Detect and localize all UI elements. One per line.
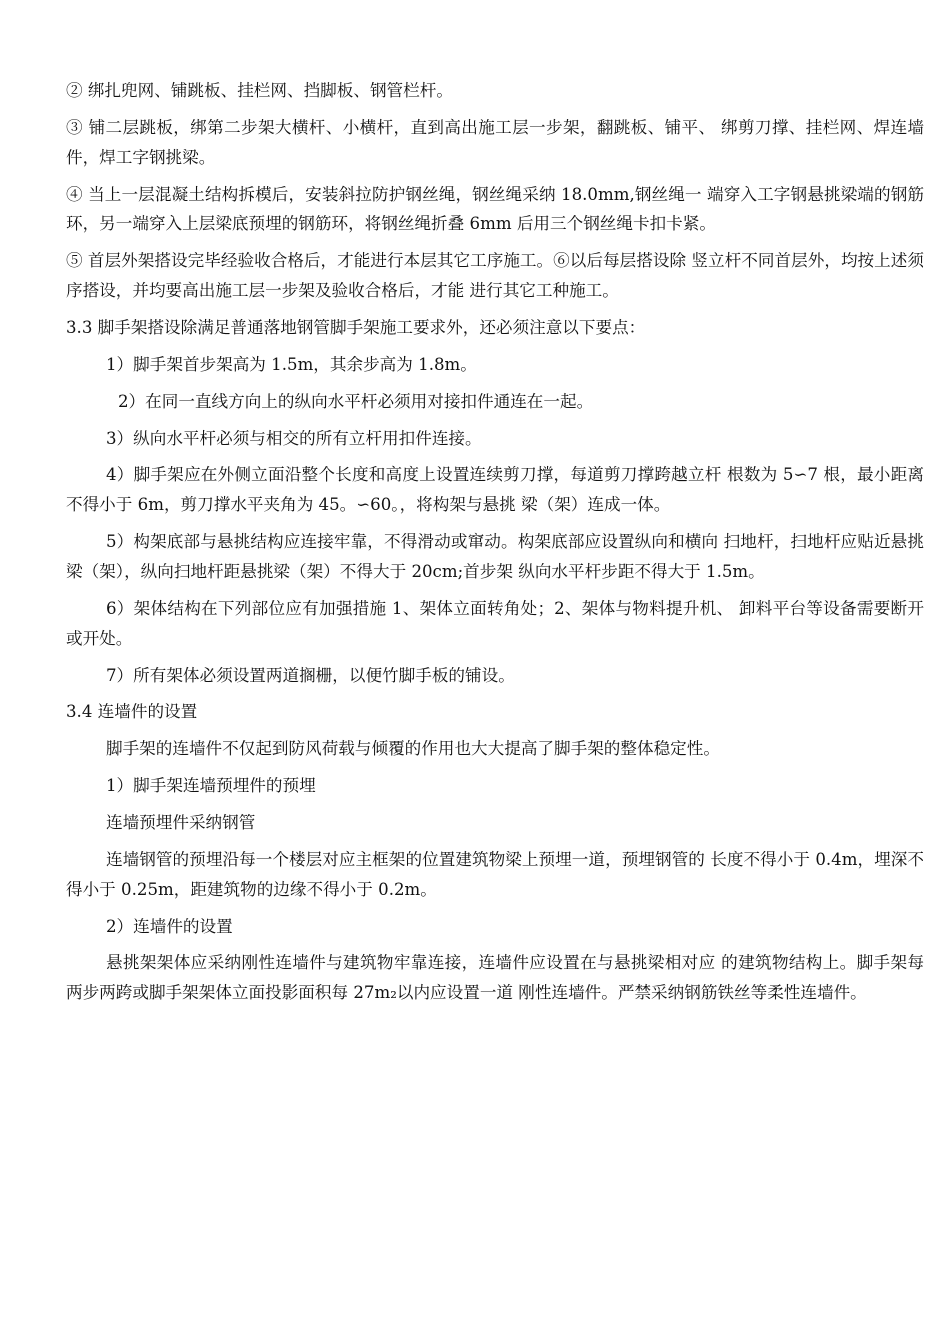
section-3-4-heading: 3.4 连墙件的设置 bbox=[66, 702, 198, 722]
point-7-paragraph: 7）所有架体必须设置两道搁栅，以便竹脚手板的铺设。 bbox=[106, 665, 515, 685]
step-2-paragraph: ② 绑扎兜网、铺跳板、挂栏网、挡脚板、钢管栏杆。 bbox=[66, 81, 453, 100]
point-4-paragraph: 4）脚手架应在外侧立面沿整个长度和高度上设置连续剪刀撑，每道剪刀撑跨越立杆 根数为 5∽7 根，最小距离不得小于 6m，剪刀撑水平夹角为 45。∽60。，将构架与悬挑 梁（架）连成一体。 bbox=[66, 465, 924, 515]
point-1-paragraph: 1）脚手架首步架高为 1.5m，其余步高为 1.8m。 bbox=[106, 354, 477, 374]
wall-tie-intro-paragraph: 脚手架的连墙件不仅起到防风荷载与倾覆的作用也大大提高了脚手架的整体稳定性。 bbox=[106, 739, 720, 759]
point-2-paragraph: 2）在同一直线方向上的纵向水平杆必须用对接扣件通连在一起。 bbox=[118, 391, 594, 411]
step-5-6-paragraph: ⑤ 首层外架搭设完毕经验收合格后，才能进行本层其它工序施工。⑥以后每层搭设除 竖立杆不同首层外，均按上述须序搭设，并均要高出施工层一步架及验收合格后，才能 进行其它工种施工。 bbox=[66, 251, 924, 301]
point-3-paragraph: 3）纵向水平杆必须与相交的所有立杆用扣件连接。 bbox=[106, 428, 482, 448]
embedded-pipe-paragraph: 连墙钢管的预埋沿每一个楼层对应主框架的位置建筑物梁上预埋一道，预埋钢管的 长度不得小于 0.4m，埋深不得小于 0.25m，距建筑物的边缘不得小于 0.2m。 bbox=[66, 849, 924, 899]
section-3-3-heading: 3.3 脚手架搭设除满足普通落地钢管脚手架施工要求外，还必须注意以下要点： bbox=[66, 318, 646, 338]
point-5-paragraph: 5）构架底部与悬挑结构应连接牢靠，不得滑动或窜动。构架底部应设置纵向和横向 扫地杆，扫地杆应贴近悬挑梁（架），纵向扫地杆距悬挑梁（架）不得大于 20cm;首步架 纵向水平杆步距不得大于 1.5m。 bbox=[66, 532, 924, 582]
point-6-paragraph: 6）架体结构在下列部位应有加强措施 1、架体立面转角处；2、架体与物料提升机、 卸料平台等设备需要断开或开处。 bbox=[66, 598, 924, 648]
subheading-embedded-parts: 1）脚手架连墙预埋件的预埋 bbox=[106, 776, 316, 796]
step-3-paragraph: ③ 铺二层跳板，绑第二步架大横杆、小横杆，直到高出施工层一步架，翻跳板、铺平、 绑剪刀撑、挂栏网、焊连墙件，焊工字钢挑梁。 bbox=[66, 117, 924, 167]
embedded-material-paragraph: 连墙预埋件采纳钢管 bbox=[106, 813, 256, 833]
subheading-wall-tie-setting: 2）连墙件的设置 bbox=[106, 916, 233, 936]
step-4-paragraph: ④ 当上一层混凝土结构拆模后，安装斜拉防护钢丝绳，钢丝绳采纳 18.0mm,钢丝绳一 端穿入工字钢悬挑梁端的钢筋环，另一端穿入上层梁底预埋的钢筋环，将钢丝绳折叠 6mm 后用三个钢丝绳卡扣卡紧。 bbox=[66, 184, 924, 234]
wall-tie-setting-paragraph: 悬挑架架体应采纳刚性连墙件与建筑物牢靠连接，连墙件应设置在与悬挑梁相对应 的建筑物结构上。脚手架每两步两跨或脚手架架体立面投影面积每 27m₂以内应设置一道 刚性连墙件。严禁采纳钢筋铁丝等柔性连墙件。 bbox=[66, 953, 924, 1003]
